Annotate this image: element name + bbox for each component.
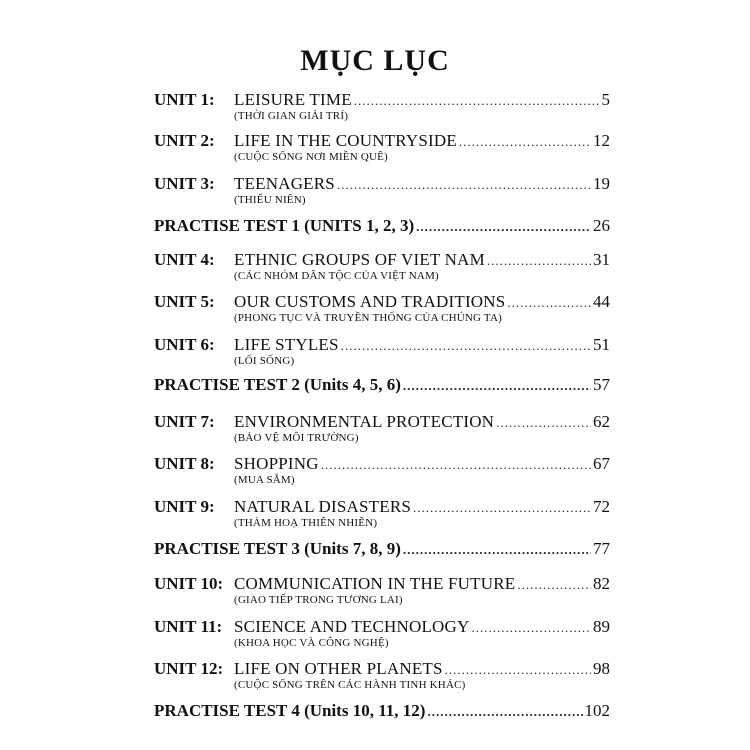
toc-entry-unit-5 xyxy=(154,292,610,325)
unit-title: LIFE STYLES xyxy=(234,335,339,354)
unit-label: UNIT 10: xyxy=(154,574,224,593)
page-number: 51 xyxy=(593,335,610,354)
unit-subtitle-vi: (BẢO VỆ MÔI TRƯỜNG) xyxy=(234,432,359,444)
page-number: 19 xyxy=(593,174,610,193)
page-number: 57 xyxy=(593,375,610,394)
page-number: 67 xyxy=(593,454,610,473)
unit-subtitle-vi: (THẢM HOẠ THIÊN NHIÊN) xyxy=(234,517,378,529)
practise-test-title: PRACTISE TEST 4 (Units 10, 11, 12) xyxy=(154,701,426,720)
page-number: 31 xyxy=(593,250,610,269)
unit-label: UNIT 12: xyxy=(154,659,224,678)
unit-title: NATURAL DISASTERS xyxy=(234,497,412,516)
dot-leader xyxy=(427,702,582,721)
toc-entry-unit-12 xyxy=(154,659,610,692)
practise-test-title: PRACTISE TEST 3 (Units 7, 8, 9) xyxy=(154,539,401,558)
toc-entry-practise-test-3 xyxy=(154,539,610,558)
unit-label: UNIT 6: xyxy=(154,335,215,354)
dot-leader xyxy=(496,413,591,432)
dot-leader xyxy=(487,251,591,270)
dot-leader xyxy=(413,498,591,517)
unit-subtitle-vi: (KHOA HỌC VÀ CÔNG NGHỆ) xyxy=(234,637,389,649)
page-number: 77 xyxy=(593,539,610,558)
unit-title: ETHNIC GROUPS OF VIET NAM xyxy=(234,250,485,269)
page-number: 102 xyxy=(584,701,610,720)
unit-title: LIFE ON OTHER PLANETS xyxy=(234,659,443,678)
dot-leader xyxy=(459,132,591,151)
dot-leader xyxy=(403,540,591,559)
unit-title: SHOPPING xyxy=(234,454,319,473)
unit-label: UNIT 8: xyxy=(154,454,215,473)
page-number: 12 xyxy=(593,131,610,150)
unit-label: UNIT 7: xyxy=(154,412,215,431)
toc-entry-unit-3 xyxy=(154,174,610,207)
unit-subtitle-vi: (THIẾU NIÊN) xyxy=(234,194,306,206)
toc-entry-practise-test-4 xyxy=(154,701,610,720)
toc-entry-unit-11 xyxy=(154,617,610,650)
dot-leader xyxy=(403,376,591,395)
unit-title: SCIENCE AND TECHNOLOGY xyxy=(234,617,470,636)
practise-test-title: PRACTISE TEST 2 (Units 4, 5, 6) xyxy=(154,375,401,394)
unit-label: UNIT 9: xyxy=(154,497,215,516)
toc-entry-unit-1 xyxy=(154,90,610,123)
unit-title: LEISURE TIME xyxy=(234,90,352,109)
unit-subtitle-vi: (CÁC NHÓM DÂN TỘC CỦA VIỆT NAM) xyxy=(234,270,439,282)
unit-label: UNIT 2: xyxy=(154,131,215,150)
unit-subtitle-vi: (PHONG TỤC VÀ TRUYỀN THỐNG CỦA CHÚNG TA) xyxy=(234,312,502,324)
toc-entry-unit-2 xyxy=(154,131,610,164)
page-number: 89 xyxy=(593,617,610,636)
page-number: 44 xyxy=(593,292,610,311)
toc-entry-practise-test-2 xyxy=(154,375,610,394)
toc-entry-unit-9 xyxy=(154,497,610,530)
unit-title: OUR CUSTOMS AND TRADITIONS xyxy=(234,292,506,311)
dot-leader xyxy=(507,293,591,312)
page-number: 82 xyxy=(593,574,610,593)
page-number: 62 xyxy=(593,412,610,431)
page-number: 26 xyxy=(593,216,610,235)
unit-label: UNIT 5: xyxy=(154,292,215,311)
dot-leader xyxy=(321,455,591,474)
unit-subtitle-vi: (CUỘC SỐNG NƠI MIỀN QUÊ) xyxy=(234,151,388,163)
unit-subtitle-vi: (CUỘC SỐNG TRÊN CÁC HÀNH TINH KHÁC) xyxy=(234,679,466,691)
toc-entry-unit-6 xyxy=(154,335,610,368)
practise-test-title: PRACTISE TEST 1 (UNITS 1, 2, 3) xyxy=(154,216,415,235)
dot-leader xyxy=(341,336,591,355)
unit-subtitle-vi: (THỜI GIAN GIẢI TRÍ) xyxy=(234,110,349,122)
dot-leader xyxy=(517,575,591,594)
unit-label: UNIT 11: xyxy=(154,617,223,636)
page-number: 72 xyxy=(593,497,610,516)
dot-leader xyxy=(445,660,591,679)
page-title: MỤC LỤC xyxy=(300,44,450,77)
unit-title: TEENAGERS xyxy=(234,174,335,193)
unit-label: UNIT 3: xyxy=(154,174,215,193)
dot-leader xyxy=(337,175,591,194)
unit-label: UNIT 4: xyxy=(154,250,215,269)
unit-title: COMMUNICATION IN THE FUTURE xyxy=(234,574,516,593)
unit-subtitle-vi: (GIAO TIẾP TRONG TƯƠNG LAI) xyxy=(234,594,403,606)
toc-entry-unit-8 xyxy=(154,454,610,487)
page-number: 5 xyxy=(601,90,610,109)
unit-subtitle-vi: (LỐI SỐNG) xyxy=(234,355,295,367)
toc-entry-unit-7 xyxy=(154,412,610,445)
unit-subtitle-vi: (MUA SẮM) xyxy=(234,474,295,486)
toc-entry-unit-4 xyxy=(154,250,610,283)
dot-leader xyxy=(471,618,591,637)
toc-entry-unit-10 xyxy=(154,574,610,607)
toc-entry-practise-test-1 xyxy=(154,216,610,235)
unit-label: UNIT 1: xyxy=(154,90,215,109)
dot-leader xyxy=(354,91,600,110)
unit-title: LIFE IN THE COUNTRYSIDE xyxy=(234,131,457,150)
unit-title: ENVIRONMENTAL PROTECTION xyxy=(234,412,495,431)
dot-leader xyxy=(416,217,591,236)
page-number: 98 xyxy=(593,659,610,678)
